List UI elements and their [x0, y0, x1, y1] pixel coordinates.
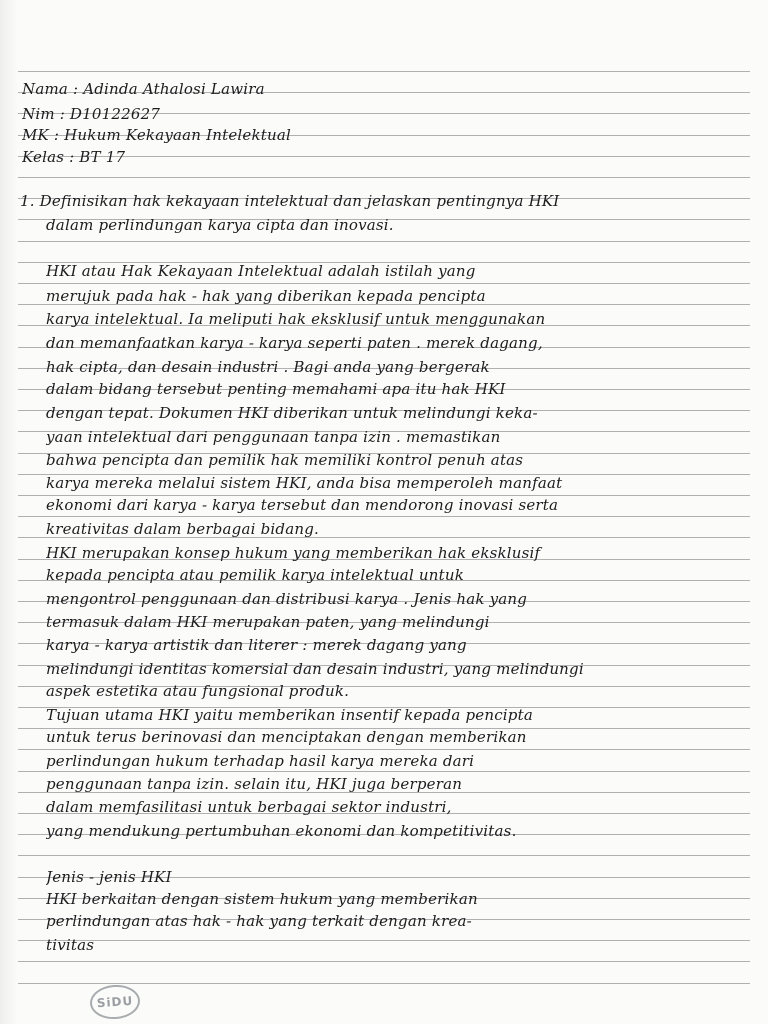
answer-line: dalam bidang tersebut penting memahami apa itu hak HKI [46, 380, 506, 398]
ruled-line [18, 961, 750, 962]
answer-line: karya intelektual. Ia meliputi hak eksklusif untuk menggunakan [46, 310, 546, 328]
answer-line: dalam memfasilitasi untuk berbagai sektor industri, [46, 798, 452, 816]
header-kelas: Kelas : BT 17 [22, 148, 126, 166]
answer-line: tivitas [46, 936, 95, 954]
answer-line: yaan intelektual dari penggunaan tanpa izin . memastikan [46, 428, 501, 446]
answer-line: perlindungan hukum terhadap hasil karya mereka dari [46, 752, 475, 770]
ruled-line [18, 983, 750, 984]
answer-line: termasuk dalam HKI merupakan paten, yang melindungi [46, 613, 490, 631]
answer-line: perlindungan atas hak - hak yang terkait dengan krea- [46, 912, 472, 930]
answer-line: untuk terus berinovasi dan menciptakan dengan memberikan [46, 728, 527, 746]
header-nim: Nim : D10122627 [22, 105, 161, 123]
ruled-line [18, 283, 750, 284]
answer-line: karya mereka melalui sistem HKI, anda bisa memperoleh manfaat [46, 474, 563, 492]
question-line: dalam perlindungan karya cipta dan inovasi. [46, 216, 394, 234]
ruled-line [18, 71, 750, 72]
answer-line: kreativitas dalam berbagai bidang. [46, 520, 319, 538]
answer-line: merujuk pada hak - hak yang diberikan kepada pencipta [46, 287, 486, 305]
ruled-line [18, 241, 750, 242]
answer-line: hak cipta, dan desain industri . Bagi anda yang bergerak [46, 358, 490, 376]
answer-line: ekonomi dari karya - karya tersebut dan mendorong inovasi serta [46, 496, 559, 514]
question-line: 1. Definisikan hak kekayaan intelektual dan jelaskan pentingnya HKI [20, 192, 560, 210]
answer-line: bahwa pencipta dan pemilik hak memiliki kontrol penuh atas [46, 451, 524, 469]
answer-line: mengontrol penggunaan dan distribusi karya . Jenis hak yang [46, 590, 528, 608]
answer-line: Jenis - jenis HKI [46, 868, 172, 886]
answer-line: HKI berkaitan dengan sistem hukum yang memberikan [46, 890, 478, 908]
ruled-line [18, 516, 750, 517]
header-mk: MK : Hukum Kekayaan Intelektual [22, 126, 292, 144]
ruled-line [18, 177, 750, 178]
header-nama: Nama : Adinda Athalosi Lawira [22, 80, 265, 98]
answer-line: penggunaan tanpa izin. selain itu, HKI juga berperan [46, 775, 463, 793]
answer-line: aspek estetika atau fungsional produk. [46, 682, 350, 700]
answer-line: HKI merupakan konsep hukum yang memberikan hak eksklusif [46, 544, 541, 562]
answer-line: dan memanfaatkan karya - karya seperti paten . merek dagang, [46, 334, 543, 352]
answer-line: kepada pencipta atau pemilik karya intelektual untuk [46, 566, 465, 584]
answer-line: HKI atau Hak Kekayaan Intelektual adalah istilah yang [46, 262, 476, 280]
notebook-brand-logo: SiDU [89, 983, 141, 1020]
ruled-line [18, 855, 750, 856]
answer-line: dengan tepat. Dokumen HKI diberikan untuk melindungi keka- [46, 404, 538, 422]
answer-line: yang mendukung pertumbuhan ekonomi dan kompetitivitas. [46, 822, 517, 840]
ruled-line [18, 771, 750, 772]
answer-line: melindungi identitas komersial dan desain industri, yang melindungi [46, 660, 584, 678]
ruled-line [18, 749, 750, 750]
answer-line: Tujuan utama HKI yaitu memberikan insentif kepada pencipta [46, 706, 533, 724]
answer-line: karya - karya artistik dan literer : merek dagang yang [46, 636, 467, 654]
